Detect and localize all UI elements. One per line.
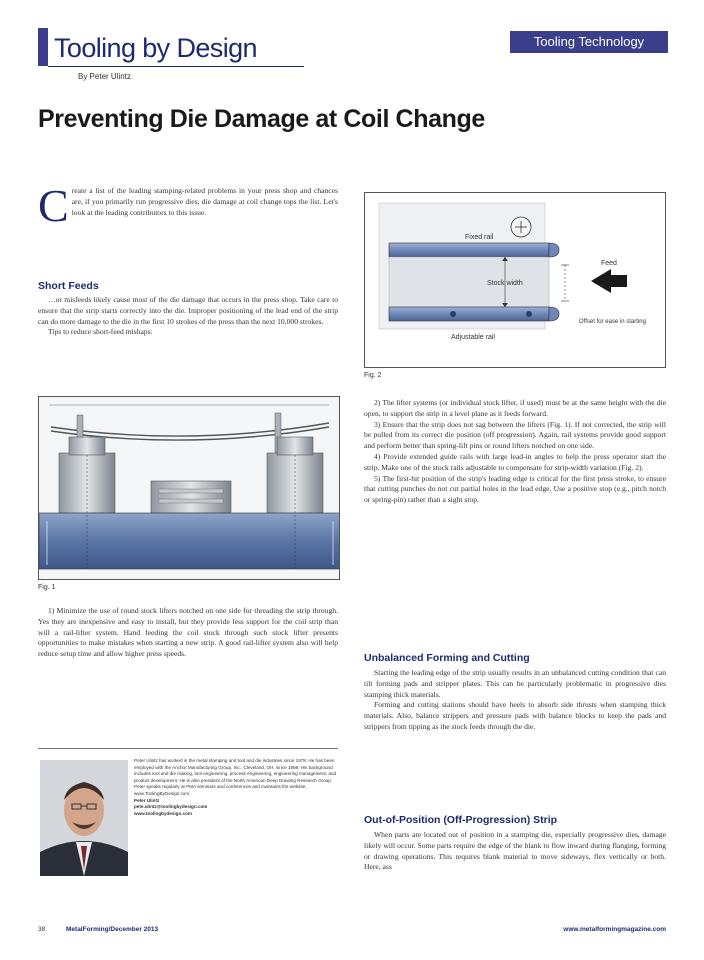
- bio-divider: [38, 748, 338, 749]
- tip-5: 5) The first-hit position of the strip's leading edge is critical for the first press stroke, to ensure that cutting punches do not cut partial holes in the lead edge. Use a positive stop (e.g., pitch notch or spring-pin) rather than a sight stop.: [364, 473, 666, 505]
- unbalanced-p2: Forming and cutting stations should have heels to absorb side thrusts when stamping thick materials. Also, balance strippers and pressure pads with balance blocks to keep the pads and strippers from tipping as the stock feeds through the die.: [364, 700, 666, 731]
- figure-2-caption: Fig. 2: [364, 372, 382, 379]
- fig1-drawing: [39, 397, 340, 580]
- short-feeds-p2: Tips to reduce short-feed mishaps:: [48, 327, 153, 337]
- short-feeds-p1: …or misfeeds likely cause most of the die damage that occurs in the press shop. Take care to ensure that the strip starts correctly into the die. Improper positioning of the lead end of the strip can do more damage to the die in the first 10 strokes of the press than the next 10,000 strokes.: [38, 295, 338, 326]
- out-of-position-body: [364, 830, 666, 873]
- drop-cap: C: [38, 180, 69, 231]
- author-bio: [134, 758, 338, 817]
- bio-email: pete.ulintz@toolingbydesign.com: [134, 804, 208, 810]
- footer-publication: MetalForming/December 2013: [66, 926, 159, 933]
- author-portrait: [40, 760, 128, 876]
- bio-site: www.toolingbydesign.com: [134, 810, 193, 816]
- figure-2-illustration: [364, 192, 666, 368]
- figure-1-caption: Fig. 1: [38, 584, 56, 591]
- subhead-out-of-position: Out-of-Position (Off-Progression) Strip: [364, 814, 558, 826]
- section-tag: Tooling Technology: [510, 31, 668, 53]
- subhead-unbalanced: Unbalanced Forming and Cutting: [364, 652, 530, 664]
- footer-page-number: 38: [38, 926, 46, 933]
- unbalanced-p1: Starting the leading edge of the strip usually results in an unbalanced cutting condition that can tilt forming pads and stripper plates. This can be particularly problematic in progressive dies stamping thick materials.: [364, 668, 666, 699]
- fig2-label-adjustable: Adjustable rail: [451, 334, 495, 341]
- intro-paragraph: [38, 180, 338, 231]
- unbalanced-body: [364, 668, 666, 733]
- tip-2: 2) The lifter systems (or individual stock lifter, if used) must be at the same height with the die open, to support the strip in a level plane as it feeds forward.: [364, 398, 666, 418]
- intro-text: reate a list of the leading stamping-related problems in your press shop and chances are, if you primarily run progressive dies, die damage at coil change tops the list. Let's look at the leading contributors to this issue.: [71, 186, 338, 217]
- article-headline: Preventing Die Damage at Coil Change: [38, 105, 485, 133]
- fig2-label-stock-width: Stock width: [487, 280, 523, 287]
- byline: By Peter Ulintz: [78, 72, 131, 81]
- fig2-label-feed: Feed: [601, 260, 617, 267]
- tips-2-to-5: [364, 398, 666, 506]
- tip-1: 1) Minimize the use of round stock lifters notched on one side for threading the strip through. Yes they are inexpensive and easy to install, but they provide less support for the coil strip than will a rail-lifter system. Hand feeding the coil stock through such stock lifter presents opportunities to make mistakes when starting a new strip. A good rail-lifter system also will help reduce setup time and allow higher press speeds.: [38, 606, 338, 659]
- subhead-short-feeds: Short Feeds: [38, 280, 99, 292]
- header-rule: [48, 66, 304, 67]
- figure-1-illustration: [38, 396, 340, 580]
- oop-p1: When parts are located out of position in a stamping die, especially progressive dies, damage likely will occur. Some parts require the edge of the blank to flow inward during flanging, forming or drawing operations. This requires blank material to move sideways, flex vertically or both. Here, ass: [364, 830, 666, 872]
- tip-4: 4) Provide extended guide rails with large lead-in angles to help the press operator start the strip. Make one of the stock rails adjustable to compensate for strip-width variation (Fig. 2).: [364, 451, 666, 472]
- footer-url: www.metalformingmagazine.com: [563, 926, 666, 933]
- tip-1-block: [38, 606, 338, 660]
- column-title: Tooling by Design: [54, 33, 257, 63]
- fig2-label-fixed: Fixed rail: [465, 234, 494, 241]
- header-accent-bar: [38, 28, 48, 66]
- tip-3: 3) Ensure that the strip does not sag between the lifters (Fig. 1). If not corrected, the strip will be pulled from its correct die position (off progression). Again, rail systems provide good support and perform better than spring-lift pins or round lifters notched on one side.: [364, 419, 666, 451]
- author-photo: [40, 760, 128, 876]
- fig2-label-offset: Offset for ease in starting: [579, 319, 646, 325]
- bio-name: Peter Ulintz: [134, 797, 160, 803]
- short-feeds-body: [38, 295, 338, 338]
- fig2-drawing: [365, 193, 666, 368]
- bio-body: Peter Ulintz has worked in the metal stamping and tool and die industries since 1978. He has been employed with the Anchor Manufacturing Group, Inc., Cleveland, OH, since 1986. His background includes tool and die making, tool engineering, process engineering, engineering management, and product development. He is also president of the North American Deep Drawing Research Group. Peter speaks regularly at PMA seminars and conferences and maintains the website, www.ToolingByDesign.com.: [134, 758, 337, 796]
